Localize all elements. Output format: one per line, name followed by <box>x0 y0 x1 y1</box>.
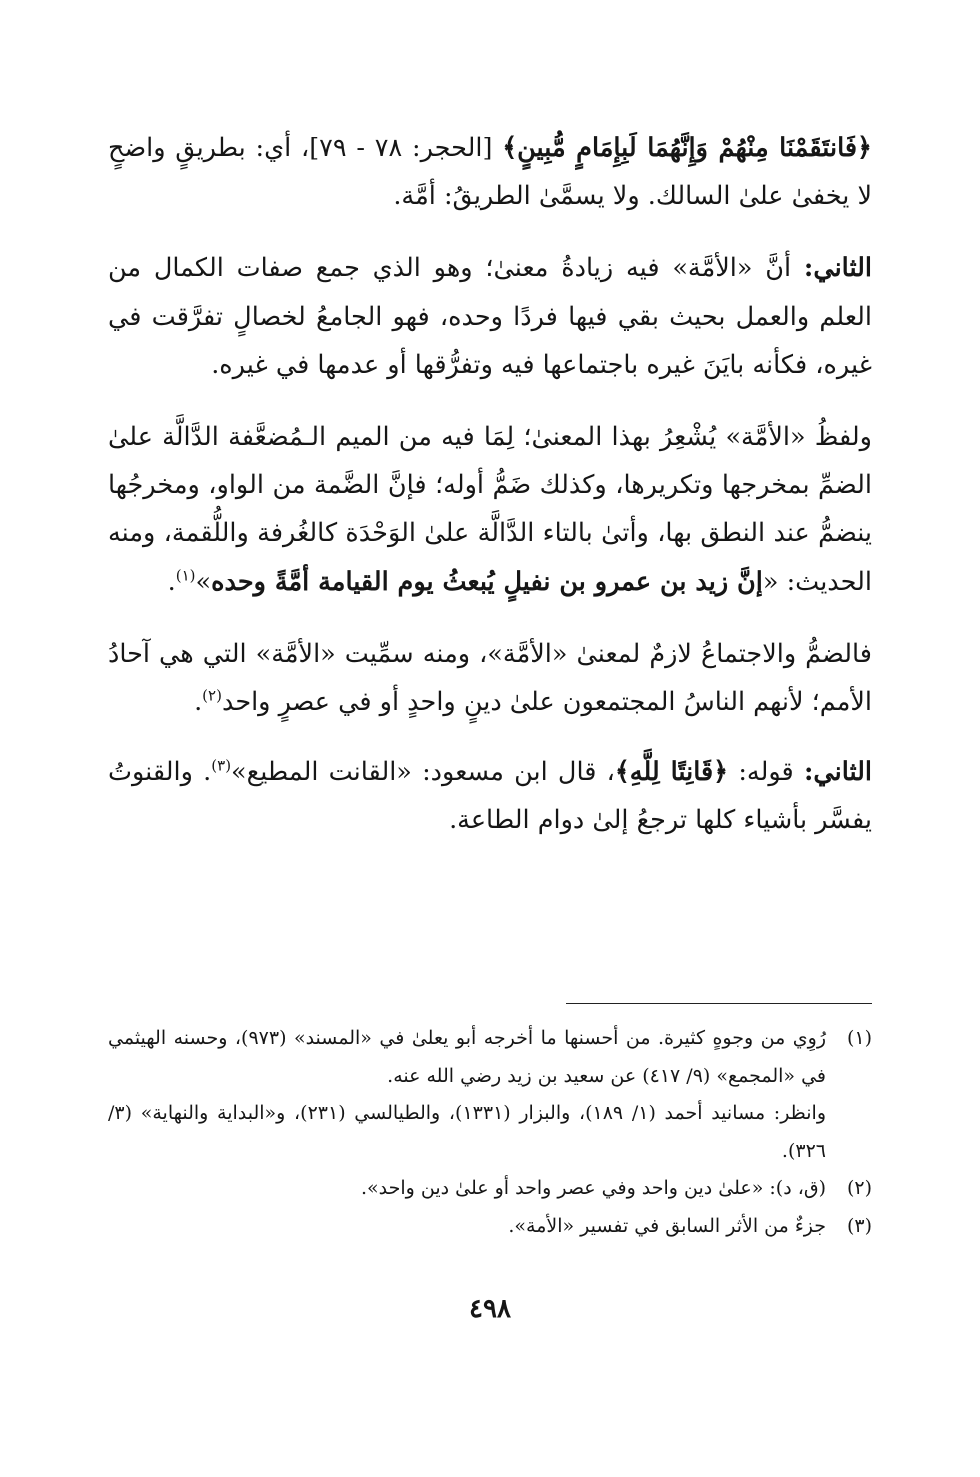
footnote-number: (١) <box>846 1027 872 1049</box>
footnote-ref-3[interactable]: (٣) <box>211 756 232 775</box>
footnote-ref-1[interactable]: (١) <box>175 566 196 585</box>
footnote-2 <box>108 1170 872 1208</box>
paragraph-4-text: فالضمُّ والاجتماعُ لازمٌ لمعنىٰ «الأمَّة»، ومنه سمِّيت «الأمَّة» التي هي آحادُ الأمم؛ لأنهم الناسُ المجتمعون علىٰ دينٍ واحدٍ أو في عصرٍ واحد <box>108 638 872 718</box>
quran-verse: ﴿فَانتَقَمْنَا مِنْهُمْ وَإِنَّهُمَا لَبِإِمَامٍ مُّبِينٍ﴾ <box>502 133 872 163</box>
paragraph-1-text: [الحجر: ٧٨ - ٧٩]، أي: بطريقٍ واضحٍ لا يخفىٰ علىٰ السالك. ولا يسمَّىٰ الطريقُ: أمَّة. <box>108 133 872 212</box>
footnote-ref-2[interactable]: (٢) <box>202 686 222 705</box>
hadith-quote: إنَّ زيد بن عمرو بن نفيلٍ يُبعثُ يوم القيامة أمَّةً وحده <box>211 566 763 597</box>
paragraph-2-text: أنَّ «الأمَّة» فيه زيادةُ معنىٰ؛ وهو الذي جمع صفات الكمال من العلم والعمل بحيث بقي فيها فردًا وحده، فهو الجامعُ لخصالٍ تفرَّقت في غيره، فكأنه بايَنَ غيره باجتماعها فيه وتفرُّقها أو عدمها في غيره. <box>108 253 872 380</box>
paragraph-2-lead: الثاني: <box>803 253 872 284</box>
footnote-3 <box>108 1208 872 1246</box>
footnote-1 <box>108 1020 872 1095</box>
quran-verse-2: ﴿قَانِتًا لِلَّهِ﴾ <box>614 757 729 788</box>
footnote-1-continuation: وانظر: مسانيد أحمد (١/ ١٨٩)، والبزار (١٣٣١)، والطيالسي (٢٣١)، و«البداية والنهاية» (٣/ ٣٢٦). <box>108 1102 827 1162</box>
paragraph-2 <box>108 244 872 389</box>
paragraph-3: ولفظُ «الأمَّة» يُشْعِرُ بهذا المعنىٰ؛ لِمَا فيه من الميم الـمُضعَّفة الدَّالَّة علىٰ الضمِّ بمخرجها وتكريرها، وكذلك ضَمُّ أوله؛ فإنَّ الضَّمة من الواو، ومخرجُها ينضمُّ عند النطق بها، وأتىٰ بالتاء الدَّالَّة علىٰ الوَحْدَة كالغُرفة واللُّقمة، ومنه الحديث: «إنَّ زيد بن عمرو بن نفيلٍ يُبعثُ يوم القيامة أمَّةً وحده»$^{(١)}$. <box>108 422 872 597</box>
paragraph-4: فالضمُّ والاجتماعُ لازمٌ لمعنىٰ «الأمَّة»، ومنه سمِّيت «الأمَّة» التي هي آحادُ الأمم؛ لأنهم الناسُ المجتمعون علىٰ دينٍ واحدٍ أو في عصرٍ واحد$^{(٢)}$. <box>108 638 872 718</box>
footnote-text: جزءٌ من الأثر السابق في تفسير «الأمة». <box>508 1214 826 1237</box>
main-text <box>108 124 872 869</box>
footnote-divider <box>566 1003 872 1004</box>
paragraph-5-lead: الثاني: <box>803 757 873 788</box>
paragraph-3-text: ولفظُ «الأمَّة» يُشْعِرُ بهذا المعنىٰ؛ لِمَا فيه من الميم الـمُضعَّفة الدَّالَّة علىٰ الضمِّ بمخرجها وتكريرها، وكذلك ضَمُّ أوله؛ فإنَّ الضَّمة من الواو، ومخرجُها ينضمُّ عند النطق بها، وأتىٰ بالتاء الدَّالَّة علىٰ الوَحْدَة كالغُرفة واللُّقمة، ومنه الحديث: « <box>108 422 872 597</box>
footnote-number: (٣) <box>846 1214 872 1237</box>
footnotes <box>108 1020 872 1246</box>
page-number: ٤٩٨ <box>469 1294 511 1324</box>
footnote-number: (٢) <box>846 1177 872 1200</box>
paragraph-1 <box>108 124 872 220</box>
footnote-text: (ق، د): «علىٰ دين واحد وفي عصر واحد أو علىٰ دين واحد». <box>361 1177 826 1200</box>
footnote-text: رُوِي من وجوهٍ كثيرة. من أحسنها ما أخرجه أبو يعلىٰ في «المسند» (٩٧٣)، وحسنه الهيثمي في «المجمع» (٩/ ٤١٧) عن سعيد بن زيد رضي الله عنه. <box>108 1027 827 1087</box>
paragraph-5: الثاني: قوله: ﴿قَانِتًا لِلَّهِ﴾، قال ابن مسعود: «القانت المطيع»$^{(٣)}$. والقنوتُ يفسَّر بأشياء كلها ترجعُ إلىٰ دوام الطاعة. <box>108 756 873 836</box>
